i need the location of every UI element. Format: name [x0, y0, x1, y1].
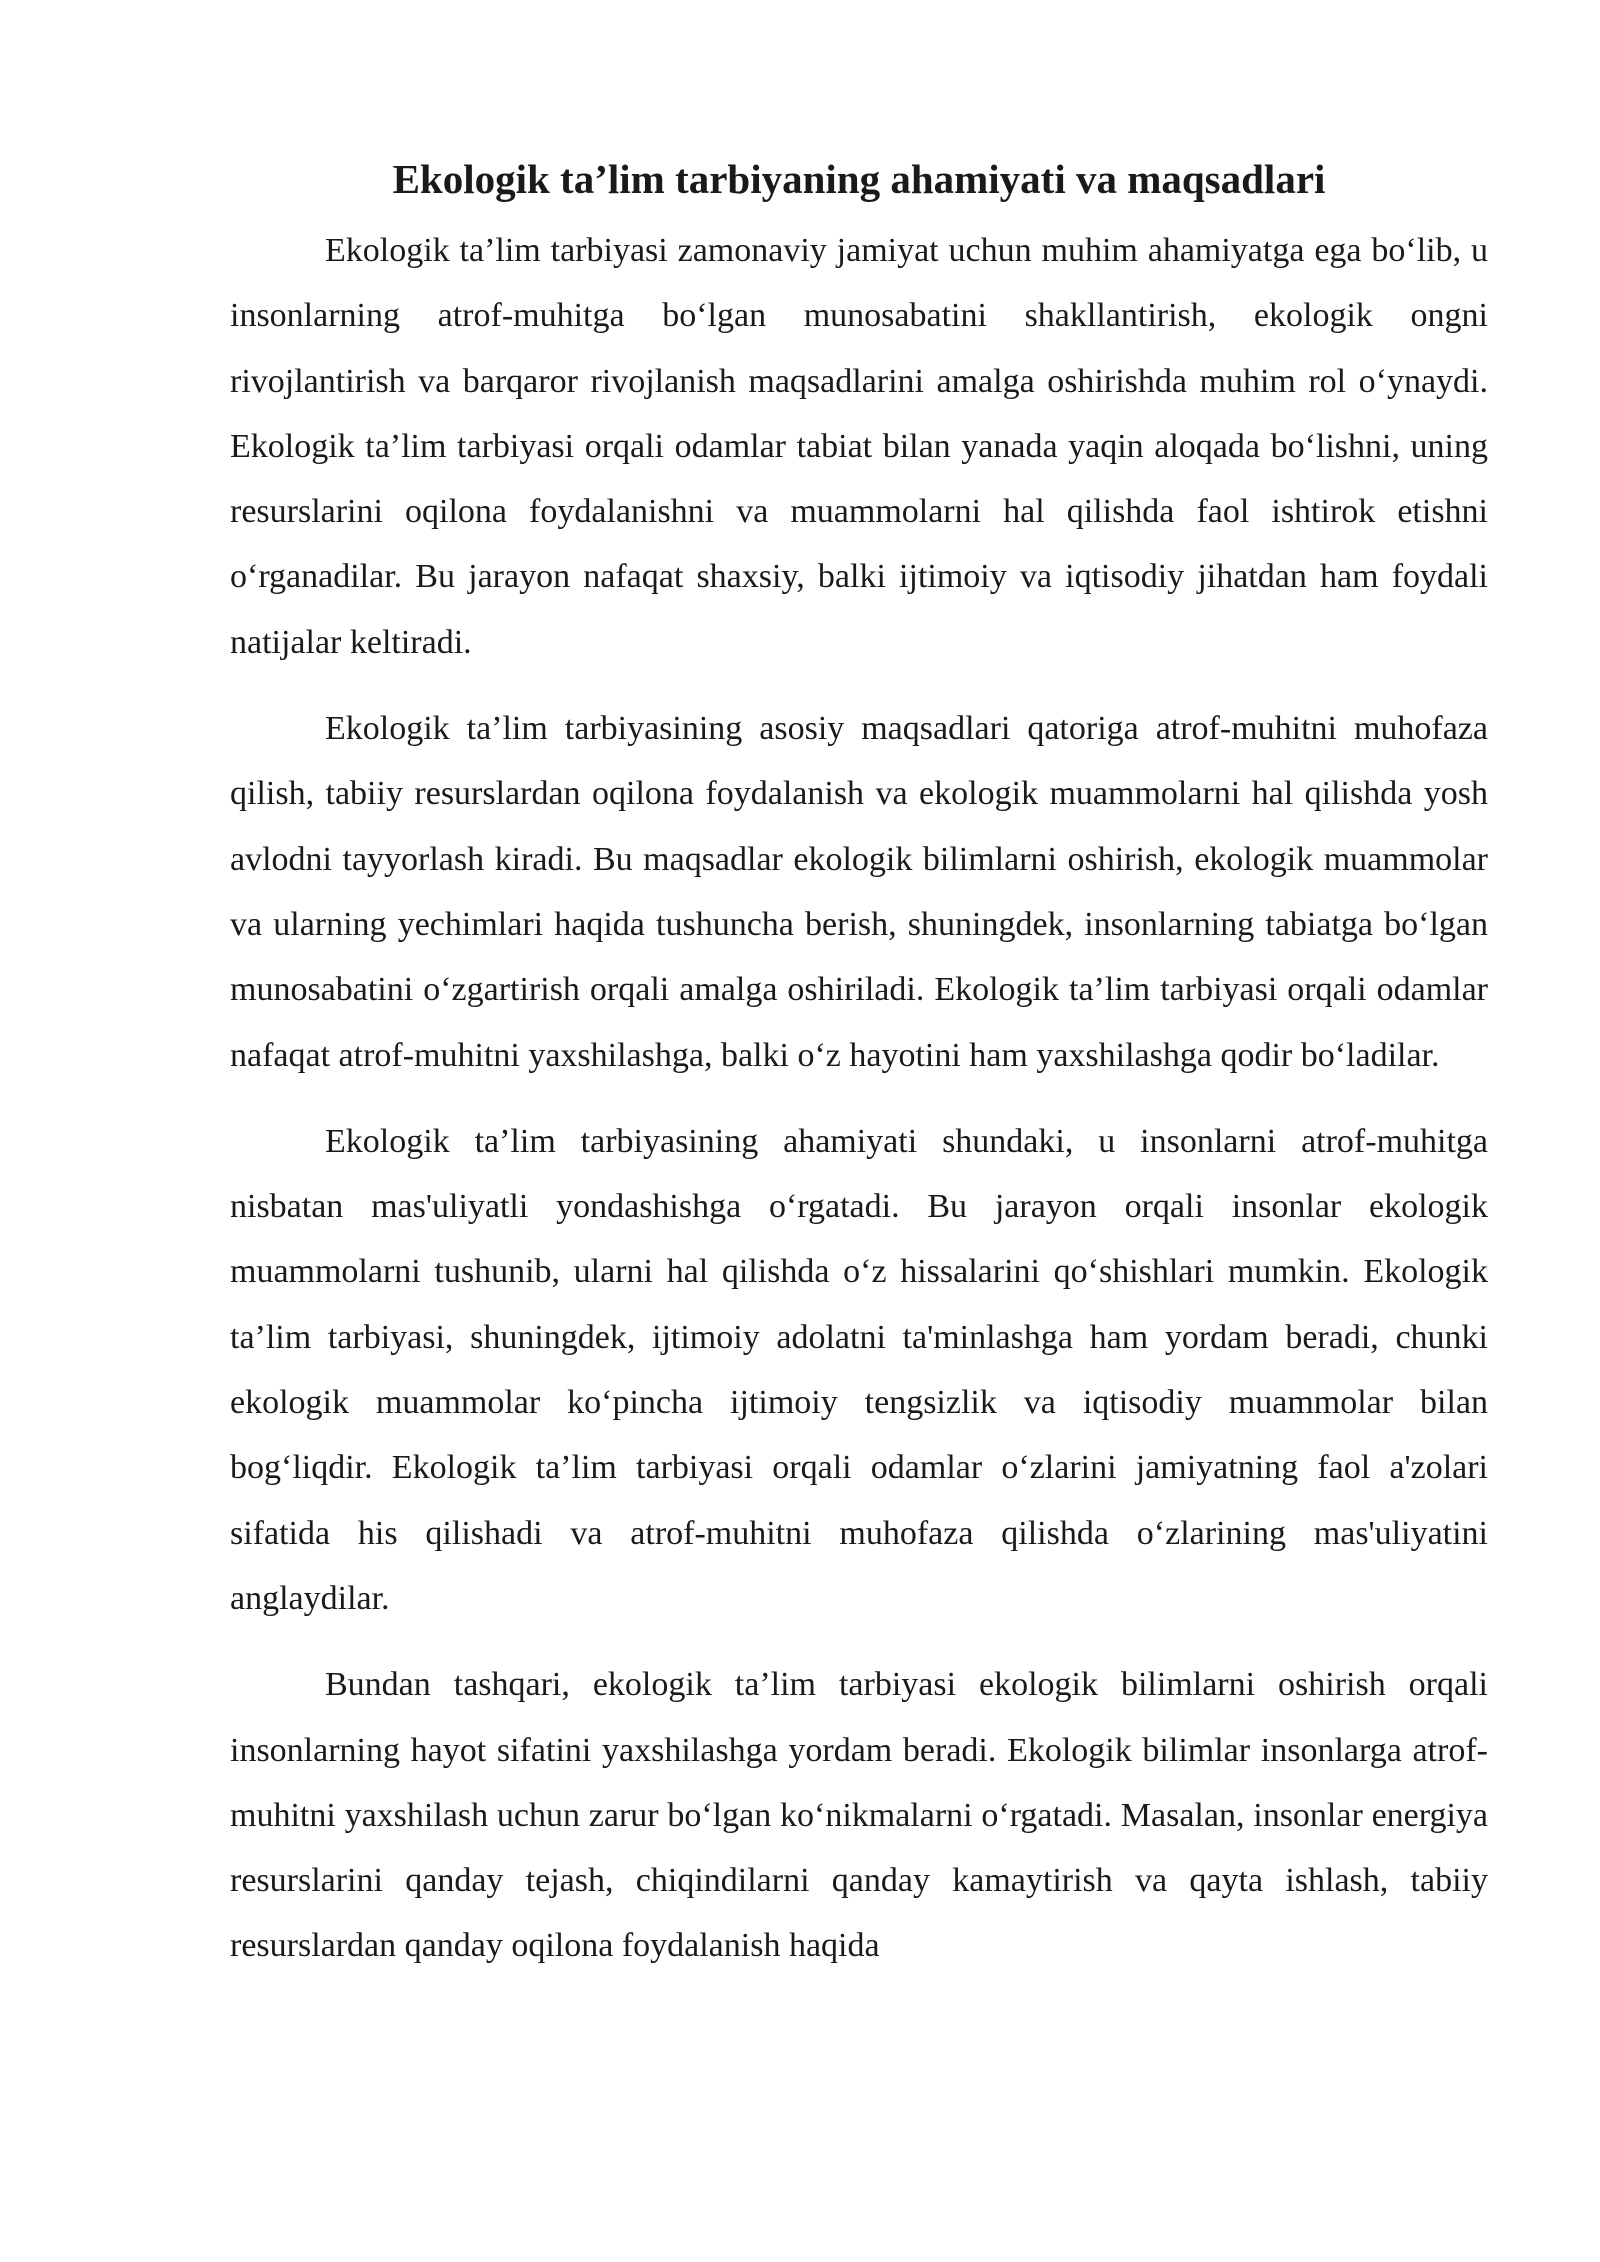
document-title: Ekologik ta’lim tarbiyaning ahamiyati va maqsadlari: [392, 156, 1326, 202]
paragraph-1: Ekologik ta’lim tarbiyasi zamonaviy jamiyat uchun muhim ahamiyatga ega bo‘lib, u insonlarning atrof-muhitga bo‘lgan munosabatini shakllantirish, ekologik ongni rivojlantirish va barqaror rivojlanish maqsadlarini amalga oshirishda muhim rol o‘ynaydi. Ekologik ta’lim tarbiyasi orqali odamlar tabiat bilan yanada yaqin aloqada bo‘lishni, uning resurslarini oqilona foydalanishni va muammolarni hal qilishda faol ishtirok etishni o‘rganadilar. Bu jarayon nafaqat shaxsiy, balki ijtimoiy va iqtisodiy jihatdan ham foydali natijalar keltiradi.: [230, 232, 1488, 661]
paragraph-3: Ekologik ta’lim tarbiyasining ahamiyati shundaki, u insonlarni atrof-muhitga nisbatan mas'uliyatli yondashishga o‘rgatadi. Bu jarayon orqali insonlar ekologik muammolarni tushunib, ularni hal qilishda o‘z hissalarini qo‘shishlari mumkin. Ekologik ta’lim tarbiyasi, shuningdek, ijtimoiy adolatni ta'minlashga ham yordam beradi, chunki ekologik muammolar ko‘pincha ijtimoiy tengsizlik va iqtisodiy muammolar bilan bog‘liqdir. Ekologik ta’lim tarbiyasi orqali odamlar o‘zlarini jamiyatning faol a'zolari sifatida his qilishadi va atrof-muhitni muhofaza qilishda o‘zlarining mas'uliyatini anglaydilar.: [230, 1122, 1488, 1617]
document-body: [230, 150, 1488, 2000]
paragraph-2: Ekologik ta’lim tarbiyasining asosiy maqsadlari qatoriga atrof-muhitni muhofaza qilish, tabiiy resurslardan oqilona foydalanish va ekologik muammolarni hal qilishda yosh avlodni tayyorlash kiradi. Bu maqsadlar ekologik bilimlarni oshirish, ekologik muammolar va ularning yechimlari haqida tushuncha berish, shuningdek, insonlarning tabiatga bo‘lgan munosabatini o‘zgartirish orqali amalga oshiriladi. Ekologik ta’lim tarbiyasi orqali odamlar nafaqat atrof-muhitni yaxshilashga, balki o‘z hayotini ham yaxshilashga qodir bo‘ladilar.: [230, 710, 1488, 1074]
paragraph-4: Bundan tashqari, ekologik ta’lim tarbiyasi ekologik bilimlarni oshirish orqali insonlarning hayot sifatini yaxshilashga yordam beradi. Ekologik bilimlar insonlarga atrof-muhitni yaxshilash uchun zarur bo‘lgan ko‘nikmalarni o‘rgatadi. Masalan, insonlar energiya resurslarini qanday tejash, chiqindilarni qanday kamaytirish va qayta ishlash, tabiiy resurslardan qanday oqilona foydalanish haqida: [230, 1666, 1488, 1965]
